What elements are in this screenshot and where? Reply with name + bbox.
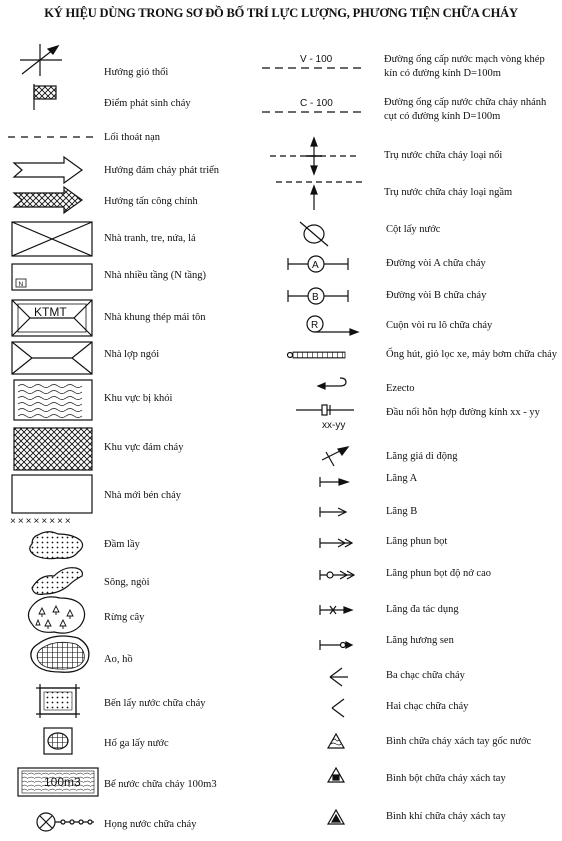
- fire-hydrant-outlet-icon: [37, 813, 94, 831]
- label-ring-pipe: Đường ống cấp nước mạch vòng khép kín có đường kính D=100m: [384, 54, 545, 79]
- wind-direction-icon: [20, 44, 62, 76]
- label-wind-direction: Hướng gió thổi: [104, 67, 169, 78]
- label-water-dock: Bến lấy nước chữa cháy: [104, 698, 206, 709]
- ktmt-label: KTMT: [34, 305, 67, 319]
- tile-roof-house-icon: [12, 342, 92, 374]
- coupling-label: xx-yy: [322, 420, 346, 431]
- river-icon: [32, 568, 82, 595]
- label-dead-end-pipe: Đường ống cấp nước chữa cháy nhánh cụt có đường kính D=100m: [384, 97, 547, 122]
- house-next-to-fire-icon: [10, 475, 92, 527]
- portable-nozzle-icon: [322, 447, 348, 466]
- label-surface-hydrant: Trụ nước chữa cháy loại nổi: [384, 150, 503, 161]
- ejector-icon: [318, 378, 346, 389]
- pond-icon: [31, 636, 89, 672]
- label-escape-route: Lối thoát nạn: [104, 132, 160, 143]
- label-two-way: Hai chạc chữa cháy: [386, 701, 469, 712]
- label-standpipe: Cột lấy nước: [386, 224, 441, 235]
- foam-nozzle-icon: [320, 538, 352, 548]
- page-title: KÝ HIỆU DÙNG TRONG SƠ ĐỒ BỐ TRÍ LỰC LƯỢNG, PHƯƠNG TIỆN CHỮA CHÁY: [44, 6, 518, 20]
- label-hose-reel: Cuộn vòi ru lô chữa cháy: [386, 320, 493, 331]
- shower-nozzle-icon: [320, 640, 352, 650]
- pipe-c-label: C - 100: [300, 98, 333, 109]
- label-steel-frame: Nhà khung thép mái tôn: [104, 312, 206, 323]
- multi-storey-house-icon: [12, 264, 92, 290]
- label-hose-b: Đường vòi B chữa cháy: [386, 290, 487, 301]
- multipurpose-nozzle-icon: [320, 605, 352, 615]
- label-ejector: Ezecto: [386, 383, 415, 394]
- nozzle-b-icon: [320, 507, 346, 517]
- svg-text:××××××××: ××××××××: [10, 516, 73, 527]
- label-fire-zone: Khu vực đám cháy: [104, 442, 184, 453]
- label-multipurpose: Lăng đa tác dụng: [386, 604, 459, 615]
- hose-b-letter: B: [312, 292, 319, 303]
- label-nozzle-a: Lăng A: [386, 473, 418, 484]
- water-extinguisher-icon: [328, 734, 344, 748]
- fire-origin-flag-icon: [34, 84, 56, 110]
- surface-hydrant-icon: [270, 138, 360, 174]
- label-water-pit: Hố ga lấy nước: [104, 738, 169, 749]
- high-expansion-foam-nozzle-icon: [320, 570, 354, 580]
- fire-spread-arrow-icon: [14, 157, 82, 183]
- three-way-coupling-icon: [330, 668, 348, 686]
- nozzle-a-icon: [320, 477, 348, 487]
- label-portable-nozzle: Lăng giá di động: [386, 451, 458, 462]
- label-mixer-coupling: Đầu nối hỗn hợp đường kính xx - yy: [386, 407, 540, 418]
- pipe-v-label: V - 100: [300, 54, 333, 65]
- label-foam-nozzle: Lăng phun bọt: [386, 536, 448, 547]
- label-gas-extinguisher: Bình khí chữa cháy xách tay: [386, 811, 506, 822]
- reel-letter: R: [311, 320, 319, 331]
- label-smoke-zone: Khu vực bị khói: [104, 393, 173, 404]
- tank-label: 100m3: [44, 775, 81, 789]
- hose-a-letter: A: [312, 260, 319, 271]
- n-box-label: N: [18, 281, 24, 288]
- label-water-extinguisher: Bình chữa cháy xách tay gốc nước: [386, 736, 532, 747]
- gas-extinguisher-icon: [328, 810, 344, 824]
- label-high-exp-foam: Lăng phun bọt độ nở cao: [386, 568, 491, 579]
- underground-hydrant-icon: [276, 182, 362, 210]
- main-attack-arrow-icon: [14, 187, 82, 213]
- swamp-icon: [30, 532, 83, 559]
- label-swamp: Đầm lầy: [104, 539, 140, 550]
- label-multi-storey: Nhà nhiều tầng (N tầng): [104, 270, 207, 281]
- label-shower-nozzle: Lăng hương sen: [386, 635, 454, 646]
- powder-extinguisher-icon: [328, 768, 344, 782]
- label-tile-roof: Nhà lợp ngói: [104, 349, 160, 360]
- forest-icon: [28, 597, 84, 633]
- smoke-zone-icon: [14, 380, 92, 420]
- label-suction-hose: Ống hút, giỏ lọc xe, máy bơm chữa cháy: [386, 349, 558, 360]
- label-fire-spread: Hướng đám cháy phát triển: [104, 165, 220, 176]
- label-river: Sông, ngòi: [104, 577, 150, 588]
- label-pond: Ao, hồ: [104, 654, 133, 665]
- label-three-way: Ba chạc chữa cháy: [386, 670, 465, 681]
- label-forest: Rừng cây: [104, 612, 145, 623]
- label-nozzle-b: Lăng B: [386, 506, 418, 517]
- label-water-tank: Bể nước chữa cháy 100m3: [104, 779, 217, 790]
- label-fire-origin: Điểm phát sinh cháy: [104, 98, 191, 109]
- label-hydrant-outlet: Họng nước chữa cháy: [104, 819, 197, 830]
- mixer-coupling-icon: [296, 405, 354, 415]
- label-house-next-fire: Nhà mới bén cháy: [104, 490, 181, 501]
- suction-hose-icon: [288, 352, 346, 358]
- label-main-attack: Hướng tấn công chính: [104, 196, 198, 207]
- water-intake-dock-icon: [36, 684, 80, 718]
- water-pit-icon: [44, 728, 72, 754]
- two-way-coupling-icon: [332, 699, 344, 717]
- label-underground-hydrant: Trụ nước chữa cháy loại ngầm: [384, 187, 513, 198]
- label-thatch-house: Nhà tranh, tre, nứa, lá: [104, 233, 196, 244]
- label-powder-extinguisher: Bình bột chữa cháy xách tay: [386, 773, 506, 784]
- fire-zone-icon: [14, 428, 92, 470]
- thatch-house-icon: [12, 222, 92, 256]
- label-hose-a: Đường vòi A chữa cháy: [386, 258, 486, 269]
- standpipe-icon: [300, 222, 328, 246]
